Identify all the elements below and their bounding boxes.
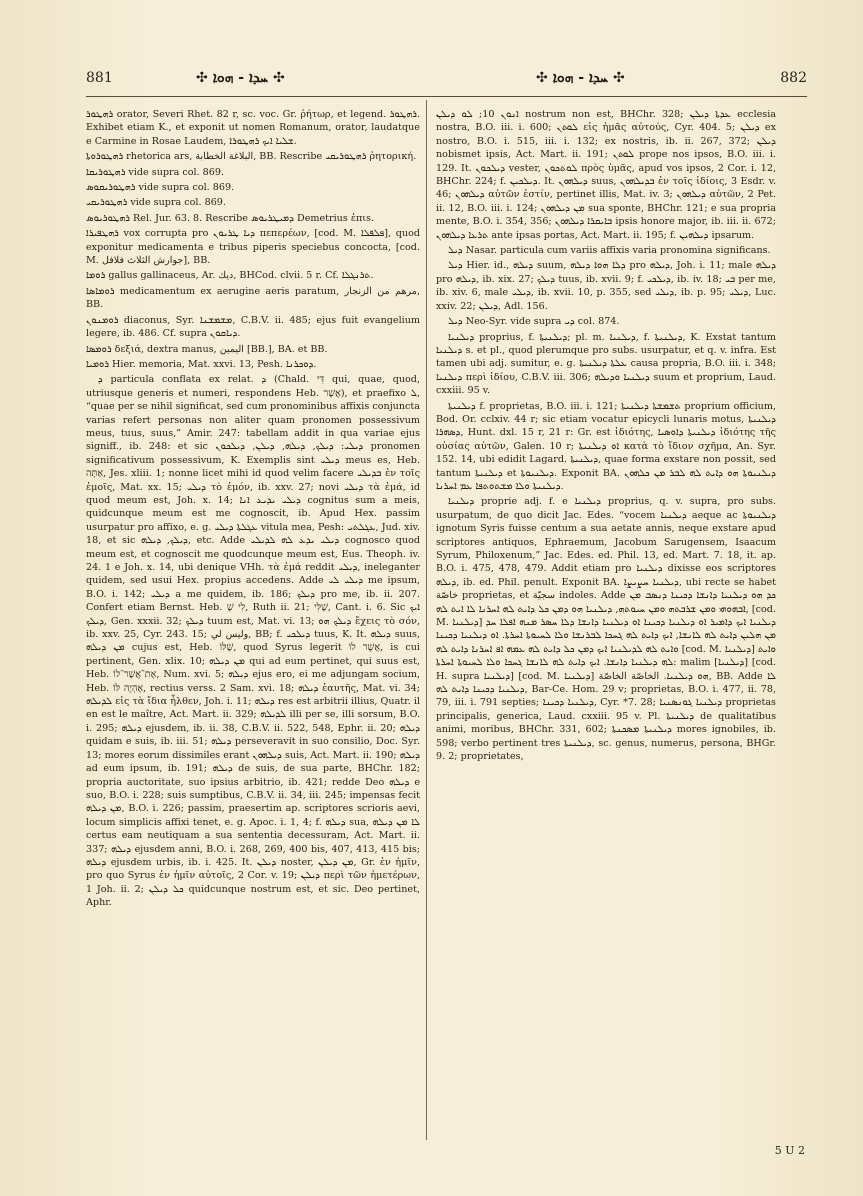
dictionary-entry: ܪܘܡܐ gallus gallinaceus, Ar. ديك, BHCod. clvii. 5 r. Cf. ܬܪܢܓܠܐ. — [86, 270, 374, 282]
dictionary-entry: ܪܗܛܘܪ orator, Severi Rhet. 82 r, sc. voc. Gr. ῥήτωρ, et legend. ܪܗܛܘܪ. Exhibet etiam K., et exponit ut nomen Romanum, orator, laudatque e Carmine in Rosae Laudem, ܫܠܝܐ ܐܝܟ ܪܗܛܘܪܐ. — [86, 109, 420, 147]
left-page-number: 881 — [86, 70, 113, 86]
column-divider — [426, 100, 427, 1140]
dictionary-entry: ܕܝܠܢܝܐ proprius, f. ܕܝܠܢܝܬܐ; pl. m. ܕܝܠܢܝܐ, f. ܕܝܠܢܝܬܐ, K. Exstat tantum ܕܝܠܢܝܐ s. et pl., quod plerumque pro subs. usurpatur, et q. v. infra. Est tamen ubi adj. sumitur, e. g. ܥܠܬܐ ܕܝܠܢܝܬܐ causa propria, B.O. iii. i. 348; ܕܝܠܢܝܐ περὶ ἰδίου, C.B.V. iii. 306; ܕܝܠܢܝܐ ܘܕܝܠܗ suum et proprium, Laud. cxxiii. 95 v. — [436, 331, 776, 397]
dictionary-entry: ܪܗܛܘܪܘܬܐ rhetorica ars, البلاغة الخطابة, BB. Rescribe ܪܗܛܘܪܝܩܝ ῥητορική. — [86, 151, 417, 163]
left-running-title: ✣ ܚܕܐ - ܗܘܐ ✣ — [196, 70, 285, 86]
page-header — [86, 66, 807, 96]
left-column — [86, 108, 420, 1138]
header-rule — [86, 96, 807, 97]
dictionary-entry: ܪܘܡܝܐ Hier. memoria, Mat. xxvi. 13, Pesh. ܕܘܟܪܢܐ. — [86, 358, 317, 370]
dictionary-entry: ܪܗܛܘܪܝܩܐ vide supra col. 869. — [86, 166, 225, 178]
dictionary-entry: ܪܗܛܘܪܝܩܘܣ vide supra col. 869. — [86, 182, 235, 194]
dictionary-entry: ܪܘܡܐܣܐ medicamentum ex aerugine aeris paratum, مرهم من الزنجار, BB. — [86, 285, 420, 311]
right-running-title: ✣ ܚܕܐ - ܗܘܐ ✣ — [536, 70, 625, 86]
dictionary-entry: ܪܗܛܦܝܪܐ vox corrupta pro ܕܝܐ ܛܪܝܘܢ πεπερέων, [cod. M. ܦܠܦܠܐ], quod exponitur medicamenta e tribus piperis speciebus concocta, [cod. M. جوارش الثلاث فلافل], BB. — [86, 228, 420, 267]
signature-mark: 5 U 2 — [774, 1144, 805, 1157]
right-column — [436, 108, 776, 1138]
dictionary-entry: ܕ particula conflata ex relat. ܕ (Chald. דִּי qui, quae, quod, utriusque generis et numeri, respondens Heb. אֲשֶׁר), et praefixo ܠ, “quae per se nihil significat, sed cum pronominibus affixis conjuncta varias refert personas non aliter quam pronomen possessivum meus, tuus, suus,” Amir. 247: tabellam addit in qua variae ejus signiff., ib. 248: et sic ܕܝܠܝ: ܕܝܠܟ, ܕܝܠܗ, ܕܝܠܢ, ܕܝܠܟܘܢ pronomen significativum possessivum, K. Exemplis sint ܕܝܠܝ meus es, Heb. אַתָּה, Jes. xliii. 1; nonne licet mihi id quod velim facere ܒܕܝܠܝ ἐν τοῖς ἐμοῖς, Mat. xx. 15; ܕܝܠܝ τὸ ἐμόν, ib. xxv. 27; novi ܕܝܠܝ τὰ ἐμά, id quod meum est, Joh. x. 14; ܕܝܠܝ ܝܕܝܥ ܐܢܐ cognitus sum a meis, quidcunque meum est me cognoscit, ib. Apud Hex. passim usurpatur pro affixo, e. g. ܥܓܠܬܐ ܕܝܠܝ vitula mea, Pesh: ܥܓܠܬܝ, Jud. xiv. 18, et sic ܕܝܠܟ, ܕܝܠܗ, etc. Adde ܕܝܠܝ ܝܕܥ ܠܗ ܠܕܝܠܝ cognosco quod meum est, et cognoscit me quodcunque meum est, Eus. Theoph. iv. 24. 1 e Joh. x. 14, ubi denique VHh. τὰ ἐμά reddit ܕܝܠܝ, ineleganter quidem, sed usui Hex. propius accedens. Adde ܕܝܠܝ ܠܝ me ipsum, B.O. i. 142; ܕܝܠܝ a me quidem, ib. 186; ܕܝܠܟ pro me, ib. ii. 207. Confert etiam Bernst. Heb. לִי שֶׁ, Ruth ii. 21; שֶׁלִּי, Cant. i. 6. Sic ܐܝܟ ܕܝܠܟ, Gen. xxxii. 32; ܕܝܠܟ tuum est, Mat. vi. 13; ܕܝܠܟ ܗܘ ἔχεις τὸ σόν, ib. xxv. 25, Cyr. 243. 15; وليس لي, BB; f. ܕܝܠܟܝ tuus, K. It. ܕܝܠܗ suus, ܡܢ ܕܝܠܗ cujus est, Heb. שֶׁלּוֹ, quod Syrus legerit אֲשֶׁר לוֹ, is cui pertinent, Gen. xlix. 10; ܡܢ ܕܝܠܗ qui ad eum pertinet, qui suus est, Heb. אֶת־אֲשֶׁר־לוֹ, Num. xvi. 5; ܕܝܠܗ ejus ero, ei me adjungam socium, Heb. אֶהְיֶה לּוֹ, rectius verss. 2 Sam. xvi. 18; ܕܝܠܗ ἑαυτῆς, Mat. vi. 34; ܠܕܝܠܗ εἰς τὰ ἴδια ἦλθεν, Joh. i. 11; ܕܝܠܗ res est arbitrii illius, Quatr. il en est le maître, Act. Mart. ii. 329; ܠܕܝܠܗ illi per se, illi sorsum, B.O. i. 295; ܕܝܠܗ ejusdem, ib. ii. 38, C.B.V. ii. 522, 548, Ephr. ii. 20; ܕܝܠܗ quidam e suis, ib. iii. 51; ܕܝܠܗ perseveravit in suo consilio, Doc. Syr. 13; mores eorum dissimiles erant ܕܝܠܗܘܢ suis, Act. Mart. ii. 190; ܕܝܠܗ ad eum ipsum, ib. 191; ܕܝܠܗ de suis, de sua parte, BHChr. 182; propria auctoritate, suo ipsius arbitrio, ib. 421; redde Deo ܕܝܠܗ e suo, B.O. i. 228; suis sumptibus, C.B.V. ii. 34, iii. 245; impensas fecit ܡܢ ܕܝܠܗ, B.O. i. 226; passim, praesertim ap. scriptores scrioris aevi, locum simplicis affixi tenet, e. g. Apoc. i. 1, 4; f. ܕܝܠܗ sua, ܠܐ ܡܢ ܕܝܠܗ certus eam neutiquam a sua sententia decessuram, Act. Mart. ii. 337; ܕܝܠܗ ejusdem anni, B.O. i. 268, 269, 400 bis, 407, 413, 415 bis; ܕܝܠܗ ejusdem urbis, ib. i. 425. It. ܕܝܠܢ noster, ܡܢ ܕܝܠܢ, Gr. ἐν ἡμῖν, pro quo Syrus ἐν ἡμῖν αὐτοῖς, 2 Cor. v. 19; ܕܝܠܢ περὶ τῶν ἡμετέρων, 1 Joh. ii. 2; ܟܠ ܕܝܠܢ quidcunque nostrum est, et sic. Deo pertinet, Aphr. — [86, 374, 420, 909]
dictionary-entry: ܪܘܡܢܘܢ diaconus, Syr. ܡܫܡܫܢܐ, C.B.V. ii. 485; ejus fuit evangelium legere, ib. 486. Cf. supra ܕܝܐܩܘܢ. — [86, 314, 420, 340]
dictionary-entry: ܪܗܛܘܪܝܩܝ vide supra col. 869. — [86, 197, 226, 209]
dictionary-entry: ܪܗܛܘܪܝܘܣ Rel. Jur. 63. 8. Rescribe ܕܡܝܛܪܝܘܣ Demetrius ἐπιs. — [86, 212, 375, 224]
dictionary-entry: ܐܢܘܢ 10; ܠܘ ܕܝܠܢ nostrum non est, BHChr. 328; ܥܕܬܐ ܕܝܠܢ ecclesia nostra, B.O. iii. i. 600; ܠܘܬܢ εἰς ἡμᾶς αὐτούς, Cyr. 404. 5; ܕܝܠܢ ex nostro, B.O. i. 515, iii. i. 132; ex nostris, ib. ii. 267, 372; ܕܝܠܢ nobismet ipsis, Act. Mart. ii. 191; ܠܘܬܢ prope nos ipsos, B.O. iii. i. 129. It. ܕܝܠܟܘܢ vester, ܠܘܬܟܘܢ πρὸς ὑμᾶς, apud vos ipsos, 2 Cor. i. 12, BHChr. 224; f. ܕܝܠܟܝܢ. It. ܕܝܠܗܘܢ suus, ܒܕܝܠܗܘܢ ἐν τοῖς ἰδίοις, 3 Esdr. v. 46; ܕܝܠܗܘܢ αὐτῶν ἐστίν, pertinet illis, Mat. iv. 3; ܕܝܠܗܘܢ αὐτῶν, 2 Pet. ii. 12, B.O. iii. i. 124; ܡܢ ܕܝܠܗܘܢ sua sponte, BHChr. 121; e sua propria mente, B.O. i. 354, 356; ܒܐܝܩܪܐ ܕܝܠܗܘܢ ipsis honore major, ib. iii. ii. 672; ܬܪܥܐ ܕܝܠܗܘܢ ante ipsas portas, Act. Mart. ii. 195; f. ܕܝܠܗܝܢ ipsarum. — [436, 109, 776, 241]
dictionary-entry: ܕܝܠ Hier. id., ܕܝܠܗ suum, ܕܠܐ ܗܘܐ ܕܝܠܗ pro ܕܝܠܗ, Joh. i. 11; male ܕܝܠܗ pro ܕܝܠܗ, ib. xix. 27; ܕܝܠܟ tuus, ib. xvii. 9; f. ܕܝܠܟܝ, ib. iv. 18; ܒܝ per me, ib. xiv. 6, male ܕܝܠܝ, ib. xvii. 10, p. 355, sed ܕܝܠܝ, ib. p. 95; ܕܝܠܝ, Luc. xxiv. 22; ܕܝܠܢ, Adl. 156. — [436, 260, 776, 312]
right-page-number: 882 — [780, 70, 807, 86]
dictionary-entry: ܕܝܠܢܝܐ proprie adj. f. e ܕܝܠܢܝܐ proprius, q. v. supra, pro subs. usurpatum, de quo dicit Jac. Edes. “vocem ܕܝܠܢܝܐ aeque ac ܕܝܠܢܝܘܬܐ ignotum Syris fuisse centum a sua aetate annis, neque exstare apud scriptores antiquos, Ephraemum, Jacobum Sarugensem, Isaacum Syrum, Philoxenum,” Jac. Edes. ed. Phil. 13, ed. Mart. 7. 18, it. ap. B.O. i. 475, 478, 479. Addit etiam pro ܕܝܠܢܝܐ dixisse eos scriptores ܕܝܠܗ, ib. ed. Phil. penult. Exponit BA. ܕܝܠܢܝܐ ܚܨܝܨܐ, ubi recte se habet خاصّة proprietas, et سجيّة indoles. Adde ܟܕ ܗܘ ܕܝܠܢܝܐ ܕܐܢܫܐ ܕܟܝܢܐ ܕܢܣܒ ܡܢ ܐܒܗܘܗܝ ܘܡܢ ܫܪܒܬܗ ܘܡܢ ܚܝܘܬܗ, ܕܝܠܢܝܐ ܗܘ ܕܡܢ ܟܠ ܕܐܝܬ ܠܗ ܐܚܪܢܐ ܠܐ ܐܝܬ ܠܗ, [cod. M. ܕܝܠܢܝܐ] ܕܝܠܢܝܐ ܐܝܟ ܕܐܡܝܪ ܐܘ ܕܝܠܢܝܐ ܕܟܝܢܐ ܐܘ ܕܝܠܢܝܐ ܕܐܢܫܐ ܕܠܐ ܚܣܪ ܡܢܗ ܐܦܠܐ ܚܕ ܡܢ ܗܠܝܢ ܕܐܝܬ ܠܗ ܠܐܢܫܐ, ܐܝܟ ܕܐܝܬ ܠܗ ܓܚܟܐ ܠܒܪܢܫܐ ܘܠܐ ܠܚܝܘܬܐ ܐܚܪܬܐ. ܐܘ ܕܝܠܢܝܐ ܕܟܝܢܐ ܘܐܝܬ ܠܗ ܠܕܝܠܢܝܐ ܐܝܟ ܕܡܢ ܟܠ ܕܐܝܬ ܠܗ ܥܡܗ ܐܦ ܐܚܪܢܐ ܕܐܝܬ ܠܗ [cod. M. ܕܝܠܢܝܐ] ܘܐܝܬ ܠܗ ܕܝܠܢܝܐ ܕܐܢܫܐ. ܐܝܟ ܕܐܝܬ ܠܗ ܠܐܢܫܐ ܓܚܟܐ ܘܠܐ ܠܚܝܘܬܐ ܐܚܪܬܐ: malim [ܕܝܠܢܝܐ] [cod. H. supra ܕܝܠܢܝܐ] [cod. M. ܕܝܠܢܝܐ] ܗܘ ܕܝܠܢܝܐ. الخاصّة الخاصّة, BB. Adde ܠܐ ܕܝܠܢܝܐ ܕܟܝܢܐ ܕܐܝܬ ܠܗ, Bar-Ce. Hom. 29 v; proprietas, B.O. i. 477, ii. 78, 79, iii. i. 791 septies; ܕܝܠܢܝܐ ܕܟܝܢܐ, Cyr. *7. 28; ܕܝܠܢܝܐ ܓܘܢܣܢܝܐ proprietas principalis, generica, Laud. cxxiii. 95 v. Pl. ܕܝܠܢܝܬܐ de qualitatibus animi, moribus, BHChr. 331, 602; ܕܝܠܢܝܬܐ ܡܣܟܢܬܐ mores ignobiles, ib. 598; verbo pertinent tres ܕܝܠܢܝܬܐ, sc. genus, numerus, persona, BHGr. 9. 2; proprietates, — [436, 496, 776, 763]
dictionary-entry: ܕܝܠ Nasar. particula cum variis affixis varia pronomina significans. — [448, 245, 771, 257]
dictionary-entry: ܕܝܠ Neo-Syr. vide supra ܕܝ col. 874. — [448, 316, 620, 328]
dictionary-entry: ܪܘܡܣܐ δεξιά, dextra manus, اليمين [BB.], BA. et BB. — [86, 343, 328, 355]
dictionary-entry: ܕܝܠܢܝܬܐ f. proprietas, B.O. iii. i. 121; ܬܫܡܫܬܐ ܕܝܠܢܝܬܐ proprium officium, Bod. Or. cclxiv. 44 r; sic etiam vocatur epicycli lunaris motus, ܕܝܠܢܝܬܐ ܕܣܗܪܐ, Hunt. dxl. 15 r, 21 r: Gr. est ἰδιότης, ܕܝܠܢܝܬܐ ܕܐܘܣܝܐ ἰδιότης τῆς οὐσίας αὐτῶν, Galen. 10 r; ܐܘ ܕܝܠܢܝܬܐ κατὰ τὸ ἴδιον σχῆμα, An. Syr. 152. 14, ubi edidit Lagard. ܕܝܠܢܝܬܐ, quae forma exstare non possit, sed tantum ܕܝܠܢܝܬܐ et ܕܝܠܢܝܘܬܐ. Exponit BA. ܕܝܠܢܝܘܬܐ ܗܘ ܕܐܝܬ ܠܗ ܠܒܪ ܡܢ ܟܠܗܘܢ ܕܝܠܢܝܬܐ ܘܠܐ ܡܫܬܘܬܦܐ ܥܡ ܐܚܪܢܐ. — [436, 400, 776, 492]
